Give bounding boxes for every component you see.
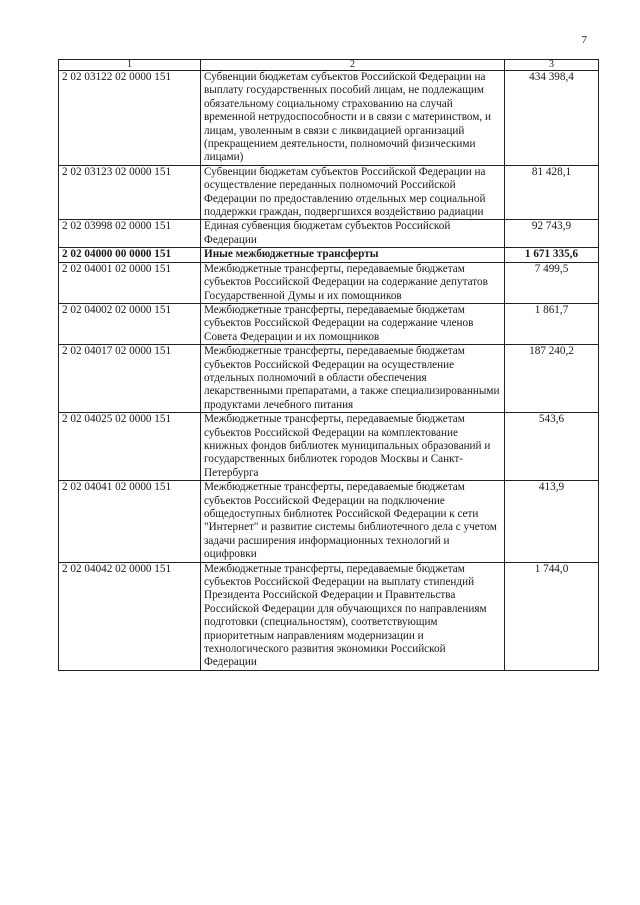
budget-revenue-table [58, 59, 599, 671]
budget-code-cell: 2 02 04017 02 0000 151 [59, 345, 201, 413]
table-body [59, 71, 599, 671]
amount-cell: 1 861,7 [505, 303, 599, 344]
table-row [59, 71, 599, 166]
table-row [59, 262, 599, 303]
table-row [59, 165, 599, 220]
amount-cell: 92 743,9 [505, 220, 599, 248]
amount-cell: 1 671 335,6 [505, 248, 599, 262]
budget-code-cell: 2 02 04002 02 0000 151 [59, 303, 201, 344]
amount-cell: 413,9 [505, 481, 599, 562]
budget-code-cell: 2 02 04001 02 0000 151 [59, 262, 201, 303]
revenue-name-cell: Иные межбюджетные трансферты [201, 248, 505, 262]
amount-cell: 1 744,0 [505, 562, 599, 670]
budget-code-cell: 2 02 04025 02 0000 151 [59, 413, 201, 481]
table-row [59, 481, 599, 562]
amount-cell: 81 428,1 [505, 165, 599, 220]
table-row [59, 248, 599, 262]
column-header-code: 1 [59, 60, 201, 71]
column-header-amount: 3 [505, 60, 599, 71]
budget-code-cell: 2 02 03123 02 0000 151 [59, 165, 201, 220]
revenue-name-cell: Межбюджетные трансферты, передаваемые бюджетам субъектов Российской Федерации на содержание членов Совета Федерации и их помощников [201, 303, 505, 344]
table-row [59, 220, 599, 248]
table-row [59, 345, 599, 413]
revenue-name-cell: Межбюджетные трансферты, передаваемые бюджетам субъектов Российской Федерации на подключение общедоступных библиотек Российской Федерации к сети "Интернет" и развитие системы библиотечного дела с учетом задачи расширения информационных технологий и оцифровки [201, 481, 505, 562]
amount-cell: 434 398,4 [505, 71, 599, 166]
revenue-name-cell: Межбюджетные трансферты, передаваемые бюджетам субъектов Российской Федерации на выплату стипендий Президента Российской Федерации и Правительства Российской Федерации для обучающихся по направлениям подготовки (специальностям), соответствующим приоритетным направлениям модернизации и технологического развития экономики Российской Федерации [201, 562, 505, 670]
revenue-name-cell: Межбюджетные трансферты, передаваемые бюджетам субъектов Российской Федерации на осуществление отдельных полномочий в области обеспечения лекарственными препаратами, а также специализированными продуктами лечебного питания [201, 345, 505, 413]
revenue-name-cell: Субвенции бюджетам субъектов Российской Федерации на осуществление переданных полномочий Российской Федерации по предоставлению отдельных мер социальной поддержки граждан, подвергшихся воздействию радиации [201, 165, 505, 220]
budget-code-cell: 2 02 04042 02 0000 151 [59, 562, 201, 670]
budget-code-cell: 2 02 03122 02 0000 151 [59, 71, 201, 166]
budget-code-cell: 2 02 04041 02 0000 151 [59, 481, 201, 562]
budget-code-cell: 2 02 03998 02 0000 151 [59, 220, 201, 248]
column-number-header-row [59, 60, 599, 71]
revenue-name-cell: Межбюджетные трансферты, передаваемые бюджетам субъектов Российской Федерации на содержание депутатов Государственной Думы и их помощников [201, 262, 505, 303]
revenue-name-cell: Субвенции бюджетам субъектов Российской Федерации на выплату государственных пособий лицам, не подлежащим обязательному социальному страхованию на случай временной нетрудоспособности и в связи с материнством, и лицам, уволенным в связи с ликвидацией организаций (прекращением деятельности, полномочий физическими лицами) [201, 71, 505, 166]
column-header-name: 2 [201, 60, 505, 71]
revenue-name-cell: Межбюджетные трансферты, передаваемые бюджетам субъектов Российской Федерации на комплектование книжных фондов библиотек муниципальных образований и государственных библиотек городов Москвы и Санкт-Петербурга [201, 413, 505, 481]
amount-cell: 187 240,2 [505, 345, 599, 413]
amount-cell: 543,6 [505, 413, 599, 481]
amount-cell: 7 499,5 [505, 262, 599, 303]
page-number: 7 [581, 34, 587, 46]
table-row [59, 413, 599, 481]
revenue-name-cell: Единая субвенция бюджетам субъектов Российской Федерации [201, 220, 505, 248]
budget-code-cell: 2 02 04000 00 0000 151 [59, 248, 201, 262]
table-row [59, 303, 599, 344]
table-row [59, 562, 599, 670]
